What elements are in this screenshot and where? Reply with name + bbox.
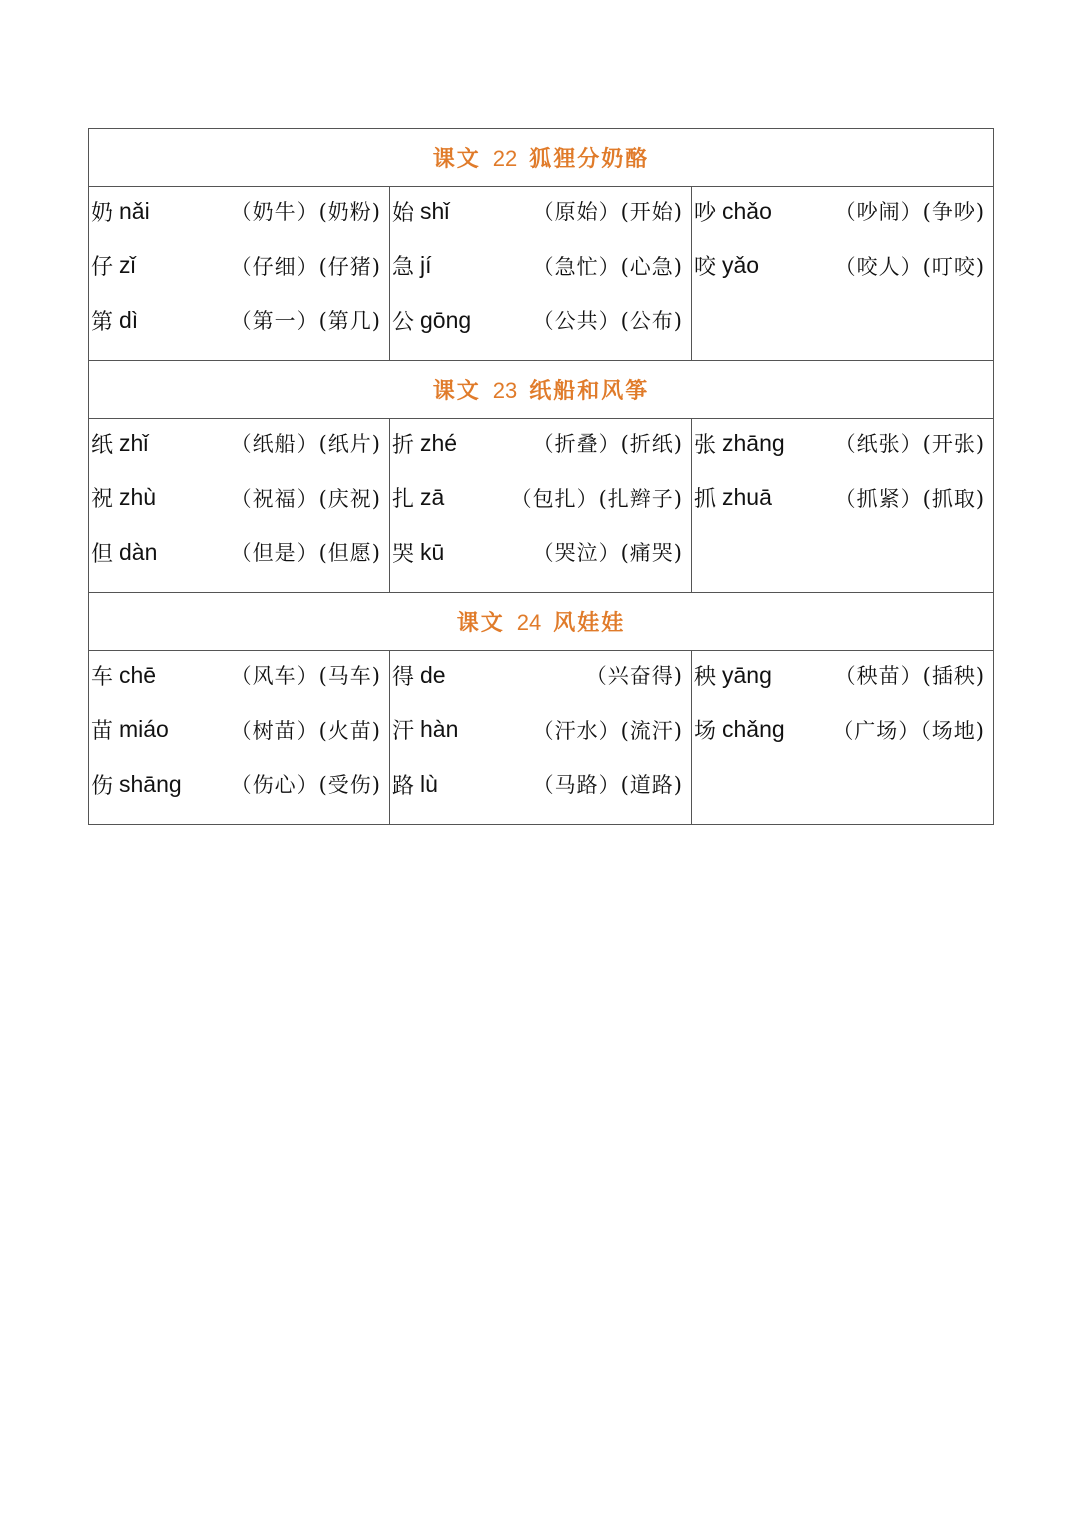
vocab-entry (390, 471, 691, 526)
example-words: （纸张）(开张) (834, 432, 986, 457)
hanzi-character: 哭 (392, 541, 415, 567)
lesson-number: 22 (492, 146, 518, 171)
example-words: （广场）（场地) (832, 718, 986, 743)
vocab-entry (89, 703, 389, 758)
hanzi-character: 伤 (91, 773, 114, 799)
lesson-title-prefix: 课文 (432, 378, 481, 404)
pinyin: dàn (119, 538, 158, 565)
vocab-entry (692, 648, 993, 703)
pinyin: zhù (119, 484, 157, 511)
pinyin: zhǐ (119, 429, 149, 456)
example-words: （兴奋得) (585, 664, 683, 689)
lesson-title (89, 593, 994, 651)
hanzi-character: 车 (91, 664, 114, 690)
hanzi-character: 秧 (694, 664, 717, 690)
vocab-entry (89, 239, 389, 294)
vocab-entry (390, 757, 691, 812)
example-words: （马路）(道路) (532, 773, 683, 798)
example-words: （吵闹）(争吵) (834, 200, 986, 225)
example-words: （包扎）(扎辫子) (510, 486, 683, 511)
pinyin: gōng (420, 306, 472, 333)
example-words: （哭泣）(痛哭) (532, 541, 683, 566)
example-words: （急忙）(心急) (532, 254, 683, 279)
pinyin: lù (420, 770, 438, 797)
example-words: （树苗）(火苗) (230, 718, 381, 743)
vocab-cell (89, 187, 390, 361)
hanzi-character: 但 (91, 541, 114, 567)
vocab-entry (692, 184, 993, 239)
vocab-entry (390, 293, 691, 348)
hanzi-character: 吵 (694, 200, 717, 226)
pinyin: de (420, 661, 446, 688)
lesson-title (89, 129, 994, 187)
pinyin: chē (119, 661, 157, 688)
pinyin: miáo (119, 716, 169, 743)
pinyin: shāng (119, 770, 182, 797)
pinyin: zā (420, 484, 445, 511)
pinyin: yǎo (722, 252, 760, 279)
example-words: （秧苗）(插秧) (834, 664, 986, 689)
lesson-title-prefix: 课文 (456, 610, 505, 636)
vocab-entry (89, 293, 389, 348)
hanzi-character: 仔 (91, 255, 114, 281)
lesson-content-row (89, 651, 994, 825)
hanzi-character: 扎 (392, 487, 415, 513)
vocab-entry (692, 471, 993, 526)
pinyin: dì (119, 306, 139, 333)
hanzi-character: 得 (392, 664, 415, 690)
hanzi-character: 汗 (392, 719, 415, 745)
vocab-cell (692, 651, 994, 825)
vocab-entry (89, 471, 389, 526)
lesson-number: 23 (492, 378, 518, 403)
lesson-title-row (89, 361, 994, 419)
vocab-entry (89, 525, 389, 580)
hanzi-character: 纸 (91, 432, 114, 458)
hanzi-character: 第 (91, 309, 114, 335)
vocab-entry (390, 184, 691, 239)
lesson-name: 纸船和风筝 (529, 378, 650, 404)
vocab-entry (692, 239, 993, 294)
vocab-entry (390, 648, 691, 703)
example-words: （原始）(开始) (532, 200, 683, 225)
vocab-entry (390, 525, 691, 580)
lesson-number: 24 (516, 610, 542, 635)
vocab-entry (89, 416, 389, 471)
pinyin: zǐ (119, 252, 136, 279)
hanzi-character: 场 (694, 719, 717, 745)
pinyin: shǐ (420, 197, 450, 224)
vocab-cell (692, 419, 994, 593)
example-words: （祝福）(庆祝) (230, 486, 381, 511)
pinyin: jí (420, 252, 432, 279)
pinyin: chǎng (722, 716, 785, 743)
hanzi-character: 路 (392, 773, 415, 799)
pinyin: zhuā (722, 484, 772, 511)
vocab-cell (390, 651, 692, 825)
example-words: （风车）(马车) (230, 664, 381, 689)
vocab-entry (390, 239, 691, 294)
lesson-title (89, 361, 994, 419)
pinyin: zhāng (722, 429, 785, 456)
vocab-cell (89, 419, 390, 593)
example-words: （抓紧）(抓取) (834, 486, 986, 511)
vocab-entry (692, 416, 993, 471)
vocab-entry (89, 648, 389, 703)
vocab-entry (89, 757, 389, 812)
lesson-title-prefix: 课文 (432, 146, 481, 172)
pinyin: yāng (722, 661, 772, 688)
hanzi-character: 张 (694, 432, 717, 458)
hanzi-character: 咬 (694, 255, 717, 281)
example-words: （奶牛）(奶粉) (230, 200, 381, 225)
lesson-content-row (89, 419, 994, 593)
hanzi-character: 祝 (91, 487, 114, 513)
lesson-title-row (89, 593, 994, 651)
vocab-cell (390, 187, 692, 361)
hanzi-character: 奶 (91, 200, 114, 226)
pinyin: chǎo (722, 197, 772, 224)
example-words: （仔细）(仔猪) (230, 254, 381, 279)
vocab-entry (692, 703, 993, 758)
vocab-cell (692, 187, 994, 361)
example-words: （但是）(但愿) (230, 541, 381, 566)
vocab-entry (390, 416, 691, 471)
lesson-name: 风娃娃 (553, 610, 626, 636)
example-words: （汗水）(流汗) (532, 718, 683, 743)
pinyin: zhé (420, 429, 458, 456)
hanzi-character: 公 (392, 309, 415, 335)
vocab-cell (89, 651, 390, 825)
vocabulary-table (88, 128, 994, 825)
lesson-name: 狐狸分奶酪 (529, 146, 650, 172)
hanzi-character: 苗 (91, 719, 114, 745)
hanzi-character: 抓 (694, 487, 717, 513)
lesson-content-row (89, 187, 994, 361)
pinyin: kū (420, 538, 445, 565)
vocab-cell (390, 419, 692, 593)
example-words: （第一）(第几) (230, 309, 381, 334)
hanzi-character: 急 (392, 255, 415, 281)
example-words: （纸船）(纸片) (230, 432, 381, 457)
vocab-entry (89, 184, 389, 239)
lesson-title-row (89, 129, 994, 187)
hanzi-character: 折 (392, 432, 415, 458)
example-words: （折叠）(折纸) (532, 432, 683, 457)
example-words: （咬人）(叮咬) (834, 254, 986, 279)
pinyin: nǎi (119, 197, 150, 224)
example-words: （公共）(公布) (532, 309, 683, 334)
pinyin: hàn (420, 716, 459, 743)
vocab-entry (390, 703, 691, 758)
example-words: （伤心）(受伤) (230, 773, 381, 798)
hanzi-character: 始 (392, 200, 415, 226)
